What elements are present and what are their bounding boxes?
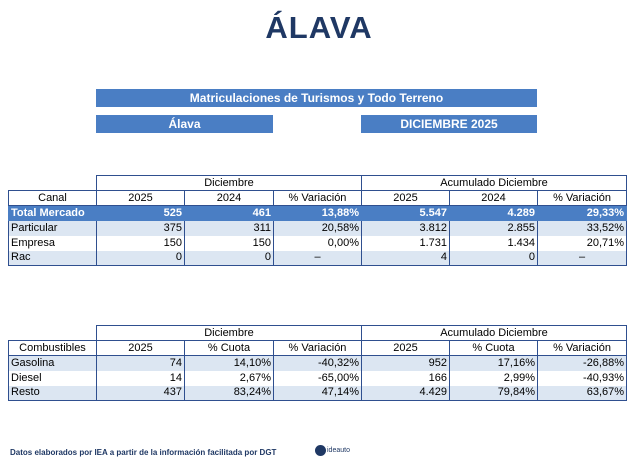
cell: 2,99%: [450, 371, 538, 386]
cell: 0: [450, 251, 538, 266]
row-label: Diesel: [9, 371, 97, 386]
canal-table: [8, 175, 627, 266]
cell: 47,14%: [274, 386, 362, 401]
cell: 20,58%: [274, 221, 362, 236]
cell: 2,67%: [185, 371, 274, 386]
row-label: Resto: [9, 386, 97, 401]
cell: 17,16%: [450, 356, 538, 371]
cell: 461: [185, 206, 274, 221]
cell: 2.855: [450, 221, 538, 236]
col-header: % Variación: [538, 341, 627, 356]
cell: 1.434: [450, 236, 538, 251]
col-header: 2024: [185, 191, 274, 206]
region-label: Álava: [96, 115, 273, 133]
table-row: [9, 206, 627, 221]
cell: -40,93%: [538, 371, 627, 386]
logo-circle-icon: [315, 445, 326, 456]
cell: 4: [362, 251, 450, 266]
cell: –: [538, 251, 627, 266]
cell: 5.547: [362, 206, 450, 221]
cell: 74: [97, 356, 185, 371]
col-header: 2025: [97, 191, 185, 206]
col-header: 2024: [450, 191, 538, 206]
row-label: Gasolina: [9, 356, 97, 371]
group-header-cumulative: Acumulado Diciembre: [362, 176, 627, 191]
table-row: [9, 356, 627, 371]
cell: 4.289: [450, 206, 538, 221]
cell: 83,24%: [185, 386, 274, 401]
cell: 525: [97, 206, 185, 221]
cell: 79,84%: [450, 386, 538, 401]
ideauto-logo: [315, 445, 350, 456]
col-header: % Cuota: [185, 341, 274, 356]
row-label: Total Mercado: [9, 206, 97, 221]
cell: 63,67%: [538, 386, 627, 401]
cell: 166: [362, 371, 450, 386]
table-row: [9, 371, 627, 386]
col-header: 2025: [97, 341, 185, 356]
cell: –: [274, 251, 362, 266]
group-header-month: Diciembre: [97, 326, 362, 341]
group-header-month: Diciembre: [97, 176, 362, 191]
cell: 952: [362, 356, 450, 371]
table-row: [9, 236, 627, 251]
col-header: % Cuota: [450, 341, 538, 356]
cell: 3.812: [362, 221, 450, 236]
cell: -40,32%: [274, 356, 362, 371]
cell: 20,71%: [538, 236, 627, 251]
cell: 375: [97, 221, 185, 236]
table-row: [9, 386, 627, 401]
cell: 150: [185, 236, 274, 251]
cell: 1.731: [362, 236, 450, 251]
col-header: 2025: [362, 191, 450, 206]
col-header: % Variación: [274, 341, 362, 356]
row-label: Empresa: [9, 236, 97, 251]
col-header: % Variación: [274, 191, 362, 206]
col-header: % Variación: [538, 191, 627, 206]
cell: 4.429: [362, 386, 450, 401]
cell: 29,33%: [538, 206, 627, 221]
column-headers: [9, 341, 627, 356]
cell: 0: [185, 251, 274, 266]
col-header: 2025: [362, 341, 450, 356]
cell: 0: [97, 251, 185, 266]
cell: -26,88%: [538, 356, 627, 371]
cell: 0,00%: [274, 236, 362, 251]
row-label: Rac: [9, 251, 97, 266]
cell: 14,10%: [185, 356, 274, 371]
column-headers: [9, 191, 627, 206]
footer-note: Datos elaborados por IEA a partir de la información facilitada por DGT: [10, 448, 277, 457]
cell: 437: [97, 386, 185, 401]
page-title: ÁLAVA: [265, 10, 373, 45]
cell: 150: [97, 236, 185, 251]
fuel-table: [8, 325, 627, 401]
row-label: Particular: [9, 221, 97, 236]
banner-title: Matriculaciones de Turismos y Todo Terreno: [96, 89, 537, 107]
cell: 13,88%: [274, 206, 362, 221]
logo-text: ideauto: [327, 447, 350, 454]
col-header: Canal: [9, 191, 97, 206]
group-header-cumulative: Acumulado Diciembre: [362, 326, 627, 341]
cell: -65,00%: [274, 371, 362, 386]
cell: 311: [185, 221, 274, 236]
period-label: DICIEMBRE 2025: [361, 115, 537, 133]
table-row: [9, 221, 627, 236]
col-header: Combustibles: [9, 341, 97, 356]
table-row: [9, 251, 627, 266]
cell: 14: [97, 371, 185, 386]
cell: 33,52%: [538, 221, 627, 236]
